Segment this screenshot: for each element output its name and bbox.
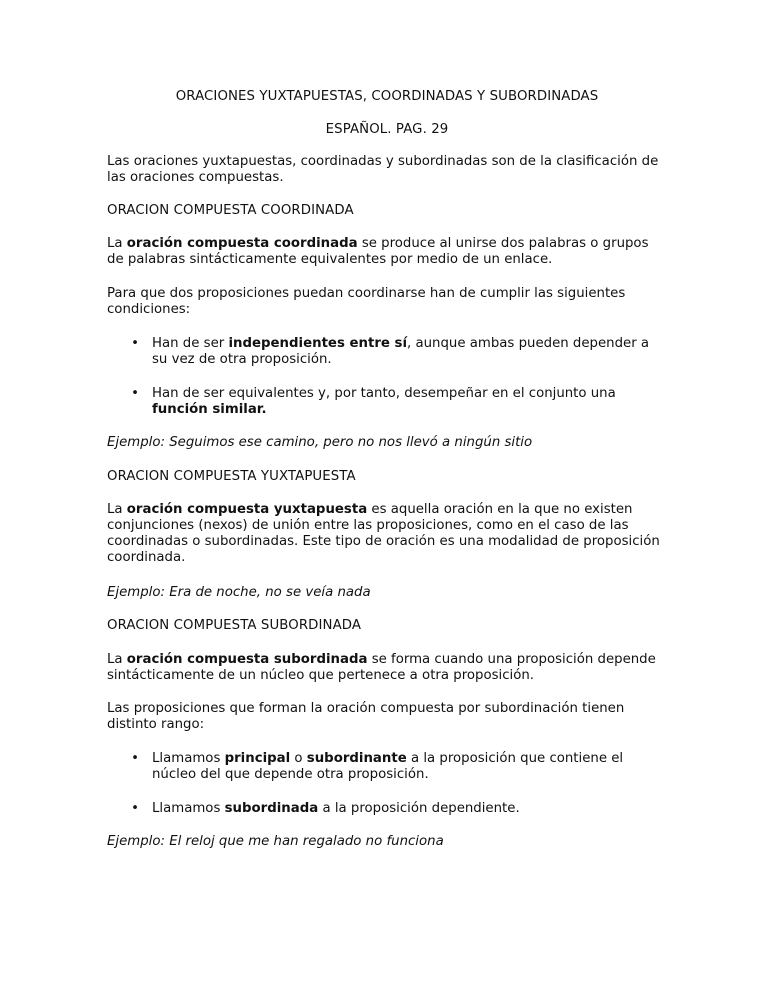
document-subtitle: ESPAÑOL. PAG. 29 (325, 122, 449, 137)
intro-paragraph: Las oraciones yuxtapuestas, coordinadas y subordinadas son de la clasificación de las oraciones compuestas. (107, 154, 659, 185)
list-item-text (129, 336, 667, 368)
subordinada-def-pre: La (107, 652, 127, 667)
coordinada-conditions-intro: Para que dos proposiciones puedan coordinarse han de cumplir las siguientes condiciones: (107, 286, 626, 317)
list-item-text (129, 801, 667, 817)
yuxtapuesta-def-bold: oración compuesta yuxtapuesta (126, 502, 368, 517)
subordinada-def-bold: oración compuesta subordinada (126, 652, 368, 667)
document-title: ORACIONES YUXTAPUESTAS, COORDINADAS Y SUBORDINADAS (175, 89, 599, 104)
bullet-pre: Han de ser (152, 336, 229, 351)
bullet-post: , aunque ambas pueden depender a su vez de otra proposición. (152, 336, 650, 367)
coordinada-def-pre: La (107, 236, 127, 251)
subordinada-rank-intro: Las proposiciones que forman la oración compuesta por subordinación tienen distinto rango: (107, 701, 625, 732)
bullet-bold: principal (224, 751, 291, 766)
bullet-icon: • (131, 386, 139, 401)
bullet-bold: subordinada (224, 801, 319, 816)
coordinada-definition (107, 236, 667, 268)
bullet-bold: independientes entre sí (228, 336, 408, 351)
bullet-bold: subordinante (306, 751, 407, 766)
yuxtapuesta-def-post: es aquella oración en la que no existen conjunciones (nexos) de unión entre las proposiciones, como en el caso de las coordinadas o subordinadas. Este tipo de oración es una modalidad de proposición coordinada. (107, 502, 660, 565)
subordinada-def-post: se forma cuando una proposición depende sintácticamente de un núcleo que pertenece a otra proposición. (107, 652, 656, 683)
list-item (129, 336, 667, 368)
yuxtapuesta-definition (107, 502, 667, 566)
yuxtapuesta-heading: ORACION COMPUESTA YUXTAPUESTA (107, 469, 356, 484)
list-item (129, 386, 667, 418)
list-item-text (129, 751, 667, 783)
bullet-post: a la proposición dependiente. (318, 801, 520, 816)
bullet-icon: • (131, 801, 139, 816)
bullet-bold: función similar. (152, 402, 267, 417)
list-item-text (129, 386, 667, 418)
bullet-icon: • (131, 751, 139, 766)
subordinada-heading: ORACION COMPUESTA SUBORDINADA (107, 618, 362, 633)
bullet-icon: • (131, 336, 139, 351)
yuxtapuesta-def-pre: La (107, 502, 127, 517)
bullet-pre: Llamamos (152, 751, 225, 766)
list-item (129, 801, 667, 817)
list-item (129, 751, 667, 783)
subordinada-definition (107, 652, 667, 684)
subordinada-example: Ejemplo: El reloj que me han regalado no funciona (107, 834, 444, 849)
coordinada-example: Ejemplo: Seguimos ese camino, pero no nos llevó a ningún sitio (107, 435, 533, 450)
bullet-pre: Han de ser equivalentes y, por tanto, desempeñar en el conjunto una (152, 386, 616, 401)
coordinada-def-post: se produce al unirse dos palabras o grupos de palabras sintácticamente equivalentes por medio de un enlace. (107, 236, 649, 267)
coordinada-heading: ORACION COMPUESTA COORDINADA (107, 203, 354, 218)
coordinada-def-bold: oración compuesta coordinada (126, 236, 358, 251)
bullet-pre: Llamamos (152, 801, 225, 816)
bullet-post: a la proposición que contiene el núcleo del que depende otra proposición. (152, 751, 624, 782)
bullet-mid: o (290, 751, 307, 766)
yuxtapuesta-example: Ejemplo: Era de noche, no se veía nada (107, 585, 371, 600)
